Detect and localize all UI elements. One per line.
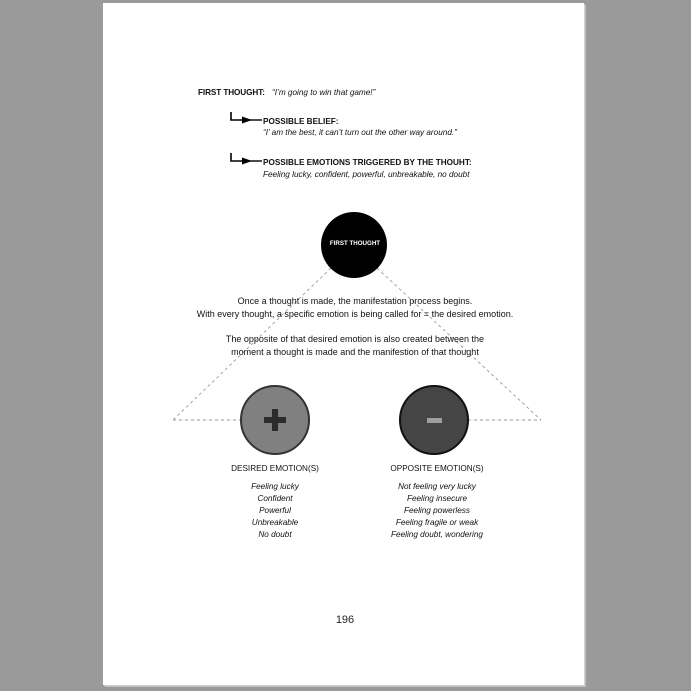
list-item: Not feeling very lucky: [398, 482, 476, 491]
list-item: Feeling doubt, wondering: [391, 530, 483, 540]
possible-belief-text: “I’ am the best, it can’t turn out the other way around.”: [263, 128, 457, 137]
desired-emotions-heading: DESIRED EMOTION(S): [231, 464, 319, 473]
desired-emotions-list: [200, 481, 350, 541]
list-item: Feeling lucky: [251, 482, 299, 491]
possible-emotions-text: Feeling lucky, confident, powerful, unbreakable, no doubt: [263, 170, 470, 179]
possible-emotions-label: POSSIBLE EMOTIONS TRIGGERED BY THE THOUHT:: [263, 158, 472, 167]
first-thought-circle-label: FIRST THOUGHT: [329, 240, 381, 247]
list-item: Feeling insecure: [406, 494, 468, 504]
list-item: Feeling fragile or weak: [395, 518, 479, 528]
opposite-emotions-heading: OPPOSITE EMOTION(S): [390, 464, 484, 473]
possible-belief-label: POSSIBLE BELIEF:: [263, 117, 339, 126]
list-item: Feeling powerless: [404, 506, 470, 516]
explanation-line: With every thought, a specific emotion is being called for = the desired emotion.: [196, 309, 514, 319]
list-item: Confident: [257, 494, 293, 504]
list-item: No doubt: [258, 530, 292, 540]
list-item: Unbreakable: [251, 518, 299, 528]
explanation-line: Once a thought is made, the manifestation process begins.: [237, 296, 473, 306]
first-thought-quote: “I’m going to win that game!”: [272, 88, 376, 97]
explanation-line: The opposite of that desired emotion is also created between the: [225, 334, 485, 344]
list-item: Powerful: [259, 506, 291, 516]
page-number: 196: [335, 614, 355, 626]
first-thought-label: FIRST THOUGHT:: [198, 88, 265, 97]
opposite-emotions-list: [362, 481, 512, 541]
minus-icon: [427, 418, 442, 423]
explanation-line: moment a thought is made and the manifestion of that thought: [231, 347, 479, 357]
